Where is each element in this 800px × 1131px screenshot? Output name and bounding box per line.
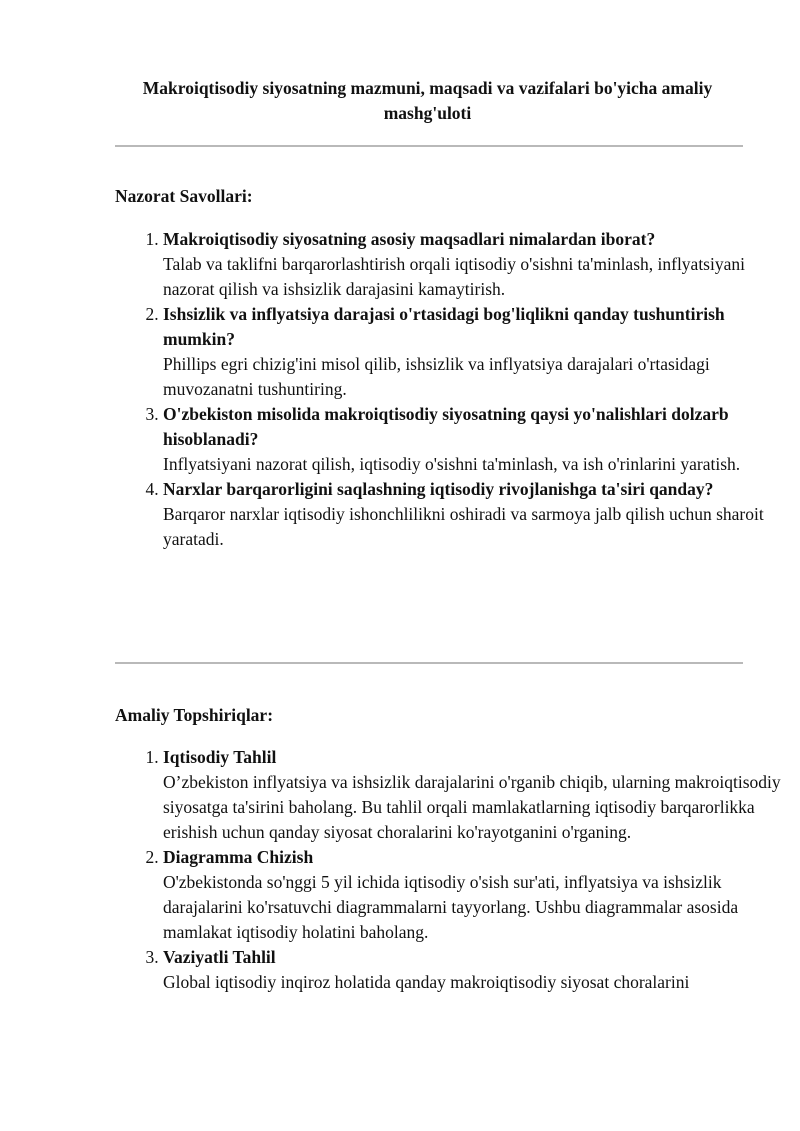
control-questions-list — [115, 227, 793, 552]
control-questions-heading: Nazorat Savollari: — [115, 186, 253, 206]
list-item — [163, 402, 793, 477]
list-item — [163, 302, 793, 402]
list-item — [163, 945, 793, 995]
question-text: 2. Ishsizlik va inflyatsiya darajasi o'rtasidagi bog'liqlikni qanday tushuntirish mumkin? — [163, 304, 725, 349]
list-item — [163, 845, 793, 945]
task-text: O’zbekiston inflyatsiya va ishsizlik darajalarini o'rganib chiqib, ularning makroiqtisodiy siyosatga ta'sirini baholang. Bu tahlil orqali mamlakatlarning iqtisodiy barqarorlikka erishish uchun qanday siyosat choralarini ko'rayotganini o'rganing. — [163, 772, 781, 842]
question-text: 4. Narxlar barqarorligini saqlashning iqtisodiy rivojlanishga ta'siri qanday? — [163, 479, 714, 499]
section-divider-top — [115, 145, 743, 147]
task-text: Global iqtisodiy inqiroz holatida qanday makroiqtisodiy siyosat choralarini — [163, 972, 690, 992]
document-title: Makroiqtisodiy siyosatning mazmuni, maqsadi va vazifalari bo'yicha amaliy mashg'uloti — [142, 78, 713, 123]
task-text: O'zbekistonda so'nggi 5 yil ichida iqtisodiy o'sish sur'ati, inflyatsiya va ishsizlik darajalarini ko'rsatuvchi diagrammalarni tayyorlang. Ushbu diagrammalar asosida mamlakat iqtisodiy holatini baholang. — [163, 872, 739, 942]
question-text: 1. Makroiqtisodiy siyosatning asosiy maqsadlari nimalardan iborat? — [163, 229, 656, 249]
practical-tasks-list — [115, 745, 793, 995]
answer-text: Barqaror narxlar iqtisodiy ishonchlilikni oshiradi va sarmoya jalb qilish uchun sharoit yaratadi. — [163, 504, 764, 549]
task-title: 1. Iqtisodiy Tahlil — [163, 747, 277, 767]
section-divider-middle — [115, 662, 743, 664]
list-item — [163, 477, 793, 552]
list-item — [163, 745, 793, 845]
task-title: 3. Vaziyatli Tahlil — [163, 947, 276, 967]
practical-tasks-heading: Amaliy Topshiriqlar: — [115, 705, 274, 725]
answer-text: Talab va taklifni barqarorlashtirish orqali iqtisodiy o'sishni ta'minlash, inflyatsiyani nazorat qilish va ishsizlik darajasini kamaytirish. — [163, 254, 745, 299]
question-text: 3. O'zbekiston misolida makroiqtisodiy siyosatning qaysi yo'nalishlari dolzarb hisoblanadi? — [163, 404, 729, 449]
answer-text: Phillips egri chizig'ini misol qilib, ishsizlik va inflyatsiya darajalari o'rtasidagi muvozanatni tushuntiring. — [163, 354, 710, 399]
list-item — [163, 227, 793, 302]
task-title: 2. Diagramma Chizish — [163, 847, 314, 867]
answer-text: Inflyatsiyani nazorat qilish, iqtisodiy o'sishni ta'minlash, va ish o'rinlarini yaratish. — [163, 454, 741, 474]
